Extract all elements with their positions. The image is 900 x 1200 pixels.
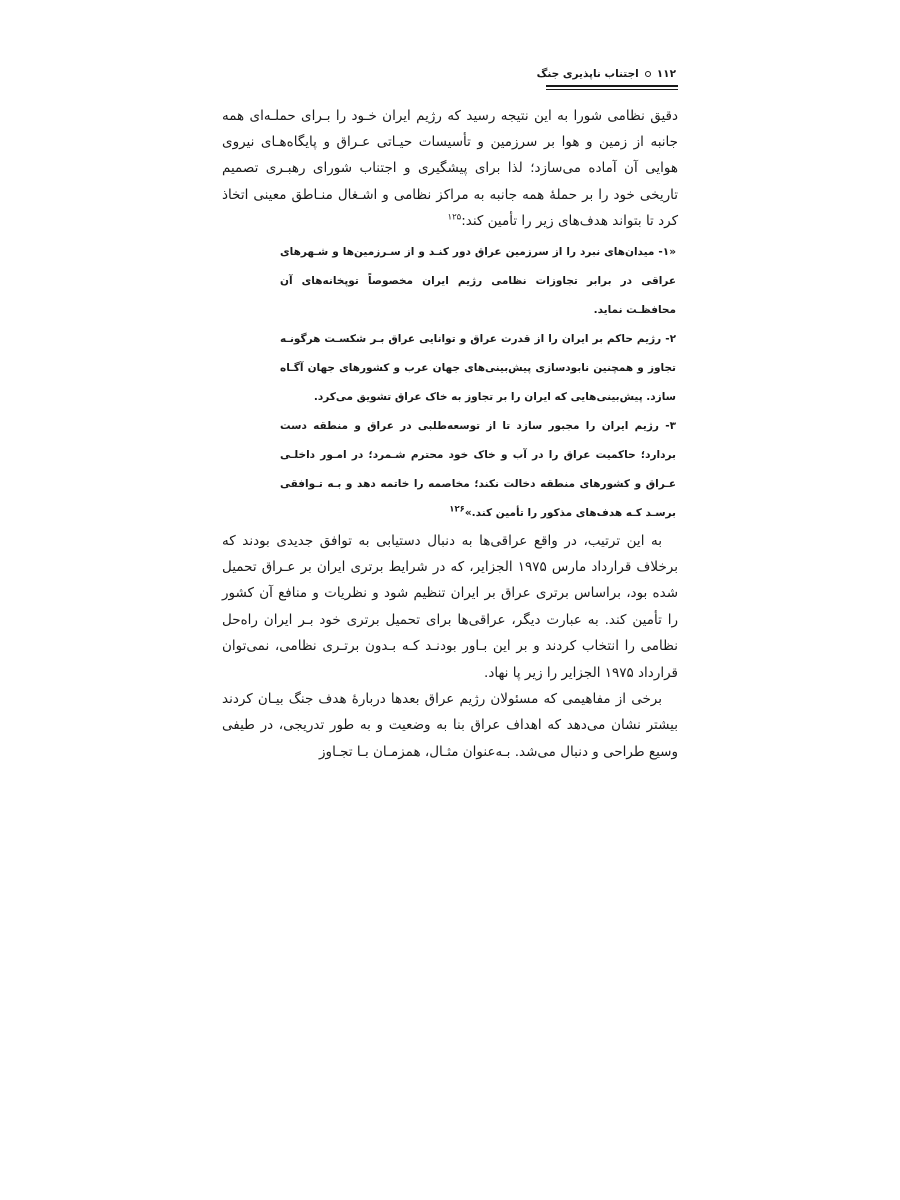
paragraph-2: به این ترتیب، در واقع عراقی‌ها به دنبال دستیابی به توافق جدیدی بودند که برخلاف قرارداد مارس ۱۹۷۵ الجزایر، که در شرایط برتری ایران بر عـراق تحمیل شده بود، براساس برتری عراق بر ایران تنظیم شود و نظریات و منافع آن کشور را تأمین کند. به عبارت دیگر، عراقی‌ها برای تحمیل برتری خود بـر ایران راه‌حل نظامی را انتخاب کردند و بر این بـاور بودنـد کـه بـدون برتـری نظامی، نمی‌توان قرارداد ۱۹۷۵ الجزایر را زیر پا نهاد. (222, 532, 679, 681)
header-rule-thin (546, 89, 678, 90)
book-page (222, 66, 678, 765)
running-title: اجتناب ناپذیری جنگ (536, 68, 639, 80)
footnote-marker-125: ۱۲۵ (447, 212, 462, 223)
circle-separator-icon (645, 71, 651, 77)
quote-item-3 (222, 412, 678, 528)
running-header (222, 66, 678, 82)
page-number: ۱۱۲ (656, 68, 676, 80)
quote-item-1: «۱- میدان‌های نبرد را از سرزمین عراق دور کنـد و از سـرزمین‌ها و شـهرهای عراقی در برابر تجاوزات نظامی رژیم ایران مخصوصاً توپخانه‌های آن محافظـت نماید. (280, 245, 676, 316)
quote-item-3-text: ۳- رژیم ایران را مجبور سازد تا از توسعه‌طلبی در عراق و منطقه دست بردارد؛ حاکمیت عراق را در آب و خاک خود محترم شـمرد؛ در امـور داخلـی عـراق و کشورهای منطقه دخالت نکند؛ مخاصمه را خاتمه دهد و بـه تـوافقی برسـد کـه هدف‌های مذکور را تأمین کند.» (280, 419, 676, 519)
header-double-rule (546, 85, 678, 90)
paragraph-1-text: دقیق نظامی شورا به این نتیجه رسید که رژیم ایران خـود را بـرای حملـه‌ای همه جانبه از زمین و هوا بر سرزمین و تأسیسات حیـاتی عـراق و پایگاه‌هـای نیروی هوایی آن آماده می‌سازد؛ لذا برای پیشگیری و اجتناب شورای رهبـری تصمیم تاریخی خود را بر حملهٔ همه جانبه به مراکز نظامی و اشـغال منـاطق معینی اتخاذ کرد تا بتواند هدف‌های زیر را تأمین کند: (222, 107, 678, 230)
footnote-marker-126: ۱۲۶ (449, 504, 465, 515)
quote-item-2: ۲- رژیم حاکم بر ایران را از قدرت عراق و توانایی عراق بـر شکسـت هرگونـه تجاوز و همچنین نابودسازی پیش‌بینی‌های جهان عرب و کشورهای جهان آگـاه سازد. پیش‌بینی‌هایی که ایران را بر تجاوز به خاک عراق تشویق می‌کرد. (280, 332, 676, 403)
paragraph-1 (222, 103, 678, 235)
paragraph-3: برخی از مفاهیمی که مسئولان رژیم عراق بعدها دربارهٔ هدف جنگ بیـان کردند بیشتر نشان می‌دهد که اهداف عراق بنا به وضعیت و به طور تدریجی، در طیفی وسیع طراحی و دنبال می‌شد. بـه‌عنوان مثـال، همزمـان بـا تجـاوز (222, 690, 678, 760)
